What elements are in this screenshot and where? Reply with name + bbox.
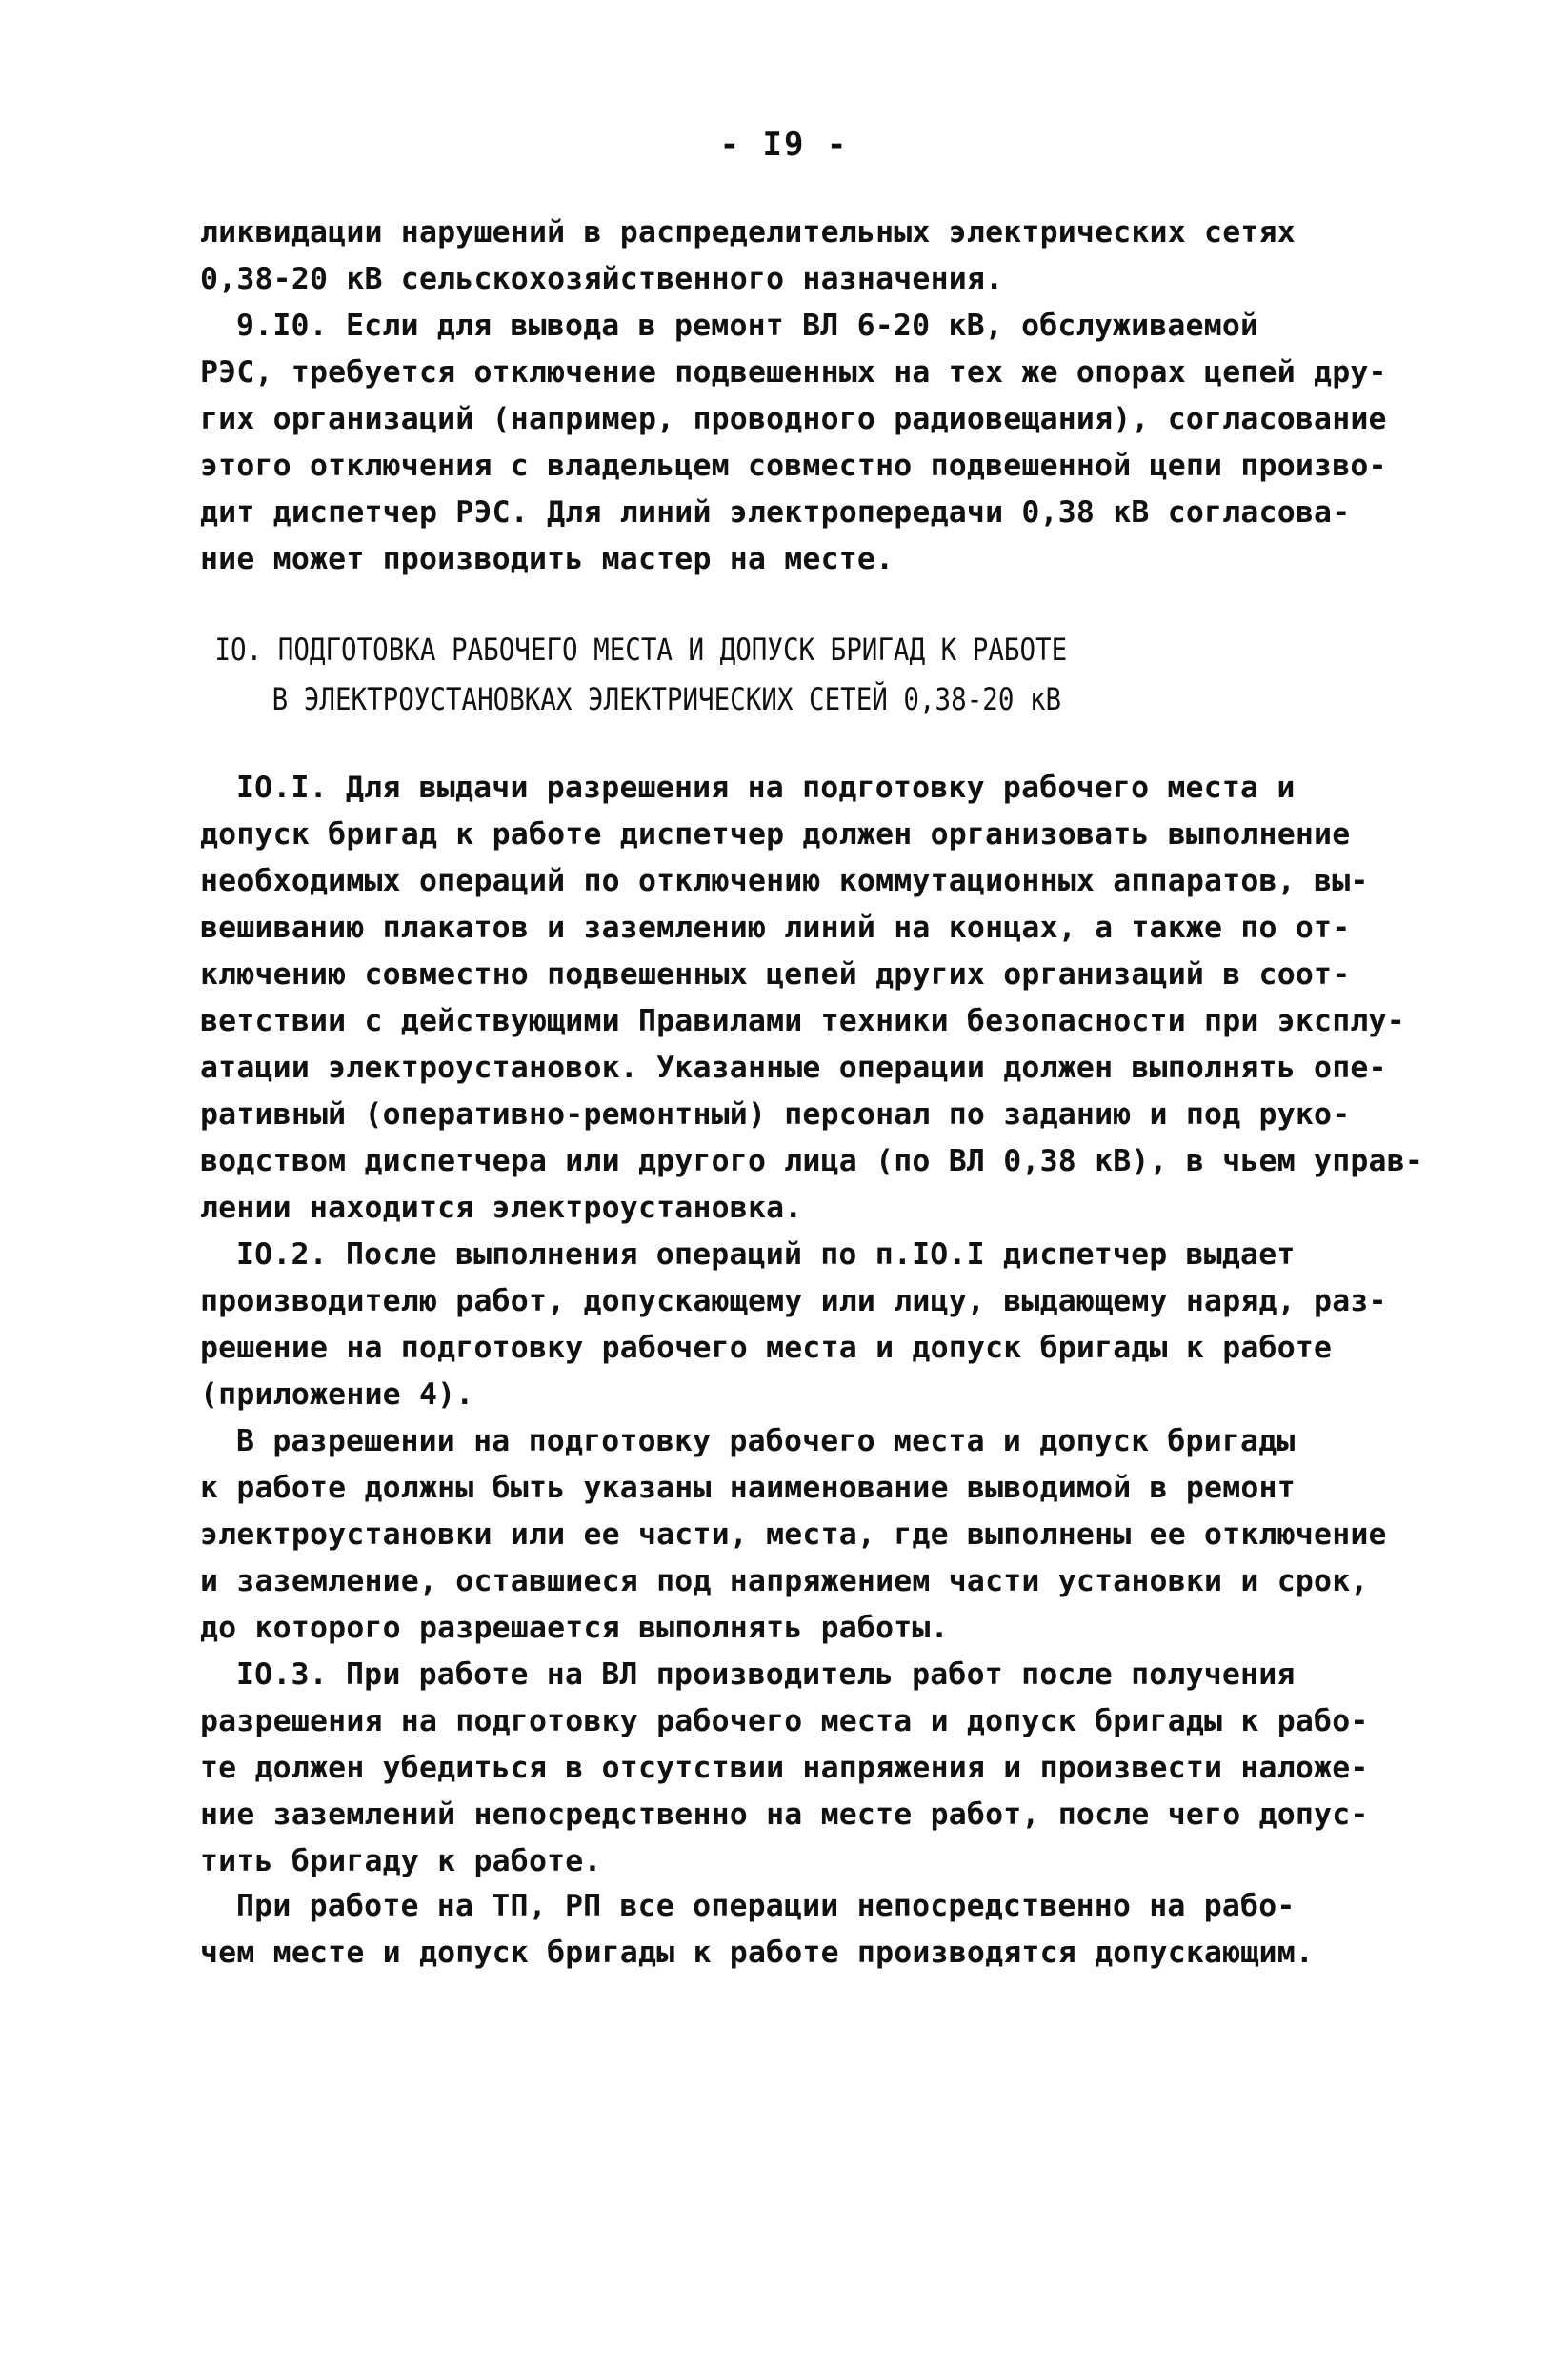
text-line: лении находится электроустановка. <box>200 1191 803 1225</box>
text-line: ние может производить мастер на месте. <box>200 542 895 576</box>
text-line: 9.I0. Если для вывода в ремонт ВЛ 6-20 кВ, обслуживаемой <box>236 309 1259 343</box>
paragraph-10-2 <box>200 1232 1391 1418</box>
text-line: тить бригаду к работе. <box>200 1844 602 1878</box>
section-heading-line-1: IO. ПОДГОТОВКА РАБОЧЕГО МЕСТА И ДОПУСК БРИГАД К РАБОТЕ <box>214 632 1068 668</box>
text-line: IO.2. После выполнения операций по п.IO.I диспетчер выдает <box>236 1237 1296 1272</box>
text-line: разрешения на подготовку рабочего места и допуск бригады к рабо- <box>200 1704 1369 1738</box>
text-line: РЭС, требуется отключение подвешенных на тех же опорах цепей дру- <box>200 355 1387 390</box>
text-line: ликвидации нарушений в распределительных электрических сетях <box>200 215 1296 250</box>
paragraph-9-10 <box>200 303 1391 583</box>
paragraph-10-3 <box>200 1652 1391 1885</box>
text-line: и заземление, оставшиеся под напряжением части установки и срок, <box>200 1564 1369 1598</box>
text-line: допуск бригад к работе диспетчер должен организовать выполнение <box>200 817 1351 852</box>
text-line: водством диспетчера или другого лица (по ВЛ 0,38 кВ), в чьем управ- <box>200 1144 1424 1178</box>
text-line: атации электроустановок. Указанные операции должен выполнять опе- <box>200 1051 1387 1085</box>
text-line: ветствии с действующими Правилами техники безопасности при эксплу- <box>200 1004 1405 1038</box>
paragraph-tp-rp <box>200 1883 1391 1977</box>
paragraph-10-1 <box>200 765 1424 1232</box>
text-line: необходимых операций по отключению коммутационных аппаратов, вы- <box>200 864 1369 898</box>
text-line: этого отключения с владельцем совместно подвешенной цепи произво- <box>200 449 1387 483</box>
text-line: решение на подготовку рабочего места и допуск бригады к работе <box>200 1331 1333 1365</box>
text-line: производителю работ, допускающему или лицу, выдающему наряд, раз- <box>200 1284 1387 1318</box>
text-line: При работе на ТП, РП все операции непосредственно на рабо- <box>236 1889 1296 1923</box>
text-line: электроустановки или ее части, места, где выполнены ее отключение <box>200 1517 1387 1552</box>
section-heading-line-2: В ЭЛЕКТРОУСТАНОВКАХ ЭЛЕКТРИЧЕСКИХ СЕТЕЙ 0,38-20 кВ <box>271 681 1062 717</box>
paragraph-permit <box>200 1418 1391 1652</box>
text-line: к работе должны быть указаны наименование выводимой в ремонт <box>200 1471 1296 1505</box>
text-line: 0,38-20 кВ сельскохозяйственного назначения. <box>200 262 1004 296</box>
text-line: ние заземлений непосредственно на месте работ, после чего допус- <box>200 1797 1369 1832</box>
text-line: В разрешении на подготовку рабочего места и допуск бригады <box>236 1424 1296 1458</box>
section-heading <box>200 625 1391 724</box>
text-line: вешиванию плакатов и заземлению линий на концах, а также по от- <box>200 911 1351 945</box>
text-line: те должен убедиться в отсутствии напряжения и произвести наложе- <box>200 1751 1369 1785</box>
text-line: ративный (оперативно-ремонтный) персонал по заданию и под руко- <box>200 1097 1351 1132</box>
text-line: чем месте и допуск бригады к работе производятся допускающим. <box>200 1936 1315 1970</box>
paragraph-liquidation <box>200 210 1391 303</box>
text-line: IO.I. Для выдачи разрешения на подготовку рабочего места и <box>236 771 1296 805</box>
text-line: дит диспетчер РЭС. Для линий электропередачи 0,38 кВ согласова- <box>200 495 1351 530</box>
text-line: гих организаций (например, проводного радиовещания), согласование <box>200 402 1387 436</box>
text-line: IO.3. При работе на ВЛ производитель работ после получения <box>236 1657 1296 1692</box>
page-number: - I9 - <box>719 126 849 164</box>
text-line: ключению совместно подвешенных цепей других организаций в соот- <box>200 957 1351 992</box>
text-line: (приложение 4). <box>200 1377 474 1412</box>
text-line: до которого разрешается выполнять работы. <box>200 1611 949 1645</box>
